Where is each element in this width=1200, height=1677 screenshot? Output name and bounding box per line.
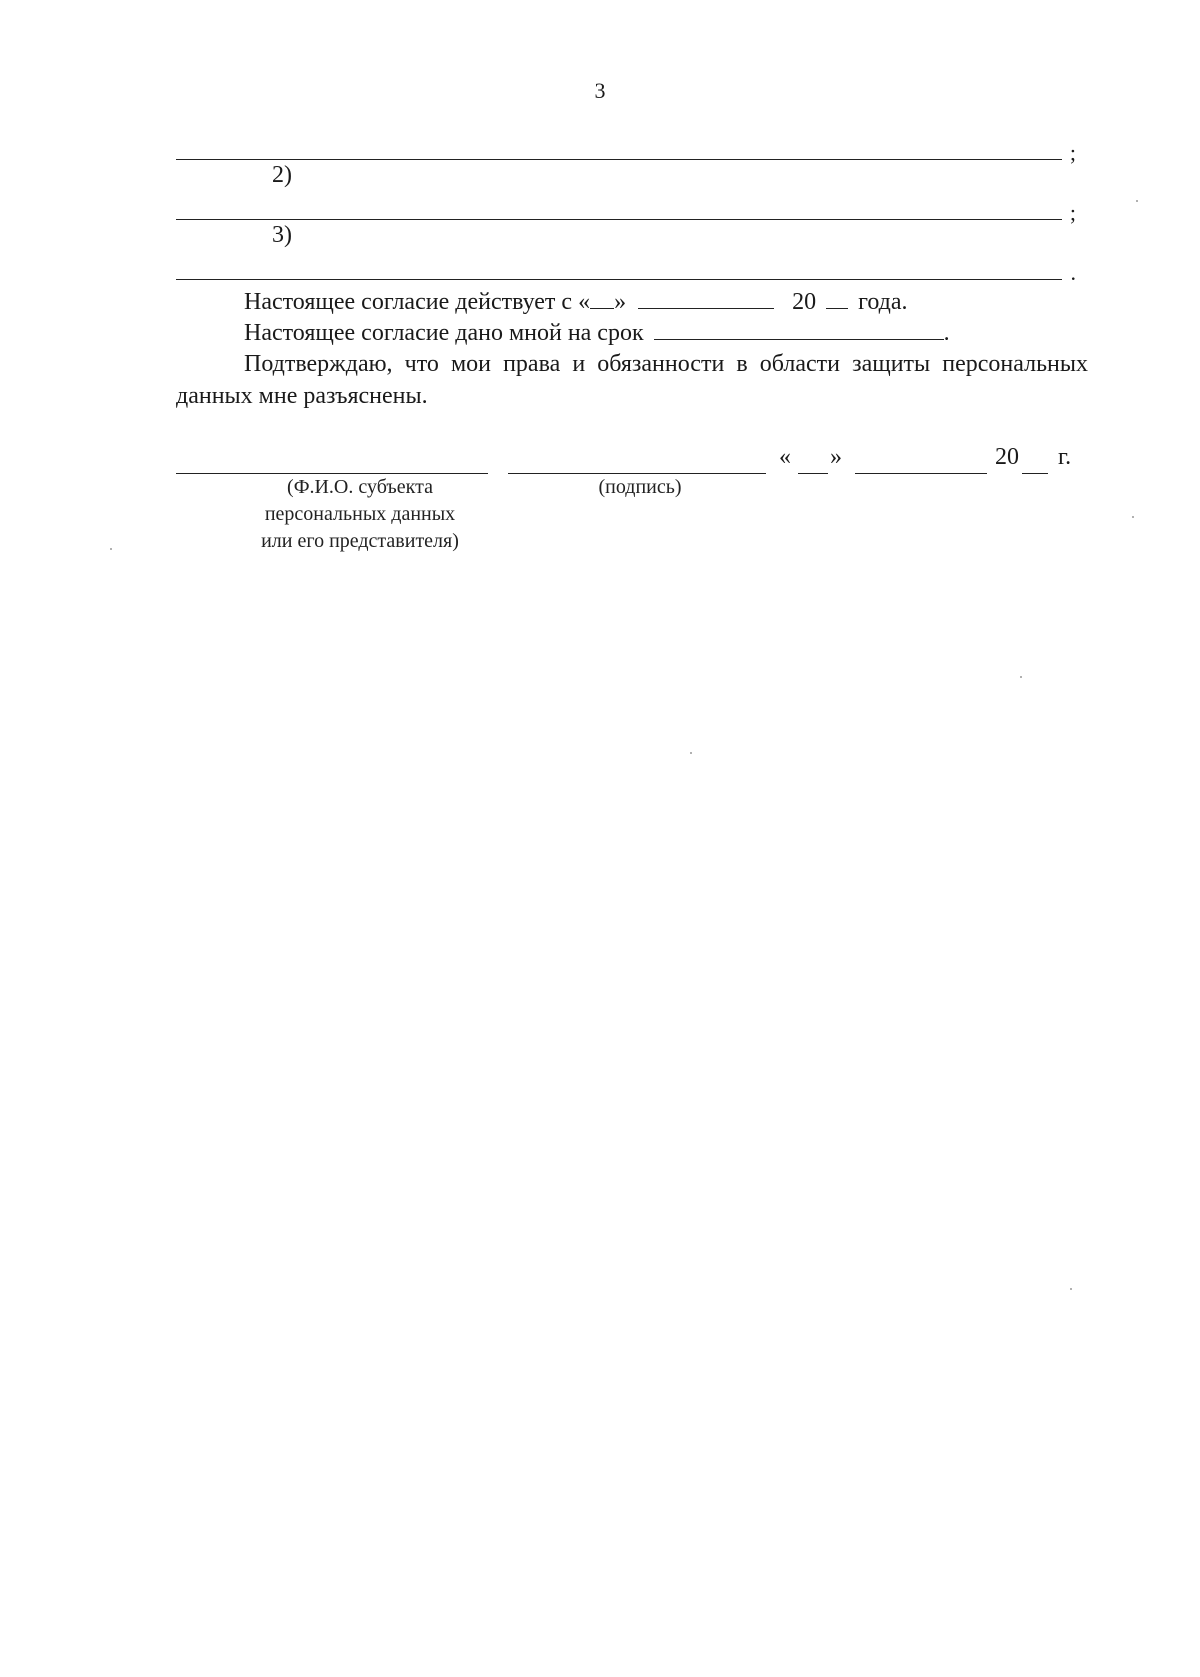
line-end-mark: ; bbox=[1069, 140, 1076, 165]
term-paragraph bbox=[176, 317, 1156, 349]
validity-suffix: года. bbox=[858, 289, 908, 315]
term-prefix: Настоящее согласие дано мной на срок bbox=[244, 320, 644, 346]
sig-day-blank[interactable] bbox=[798, 473, 828, 474]
list-line-2 bbox=[176, 190, 1076, 225]
blank-line bbox=[176, 219, 1062, 220]
sig-year-suffix: г. bbox=[1058, 444, 1072, 470]
list-item-2-label: 2) bbox=[272, 162, 292, 188]
sig-quote-close: » bbox=[830, 444, 842, 470]
blank-line bbox=[176, 159, 1062, 160]
blank-line bbox=[176, 279, 1062, 280]
scan-speck bbox=[110, 548, 112, 550]
sig-quote-open: « bbox=[779, 444, 791, 470]
scan-speck bbox=[1070, 1288, 1072, 1290]
validity-quote-close: » bbox=[614, 289, 627, 315]
list-item-3-label: 3) bbox=[272, 222, 292, 248]
day-blank[interactable] bbox=[590, 286, 614, 309]
validity-year-prefix: 20 bbox=[792, 289, 817, 315]
page-number: 3 bbox=[594, 78, 606, 103]
month-blank[interactable] bbox=[638, 286, 774, 309]
confirmation-paragraph: Подтверждаю, что мои права и обязанности в области защиты персональных данных мне разъяснены. bbox=[176, 351, 1088, 409]
line-end-mark: . bbox=[1070, 260, 1076, 285]
scan-speck bbox=[1136, 200, 1138, 202]
scan-speck bbox=[1132, 516, 1134, 518]
validity-prefix: Настоящее согласие действует с « bbox=[244, 289, 591, 315]
signature-caption: (подпись) bbox=[598, 476, 682, 498]
scan-speck bbox=[1020, 676, 1022, 678]
name-caption-line-1: (Ф.И.О. субъекта bbox=[287, 476, 433, 498]
term-suffix: . bbox=[943, 320, 950, 346]
name-caption bbox=[230, 474, 490, 555]
validity-paragraph bbox=[176, 286, 1156, 318]
line-end-mark: ; bbox=[1069, 200, 1076, 225]
list-line-1 bbox=[176, 130, 1076, 165]
list-line-3 bbox=[176, 250, 1076, 285]
sig-month-blank[interactable] bbox=[855, 473, 987, 474]
scan-speck bbox=[690, 752, 692, 754]
sig-year-prefix: 20 bbox=[995, 444, 1019, 470]
year-blank[interactable] bbox=[826, 286, 848, 309]
term-blank[interactable] bbox=[654, 317, 944, 340]
sig-year-blank[interactable] bbox=[1022, 473, 1048, 474]
name-caption-line-3: или его представителя) bbox=[261, 530, 459, 552]
name-caption-line-2: персональных данных bbox=[264, 503, 456, 525]
